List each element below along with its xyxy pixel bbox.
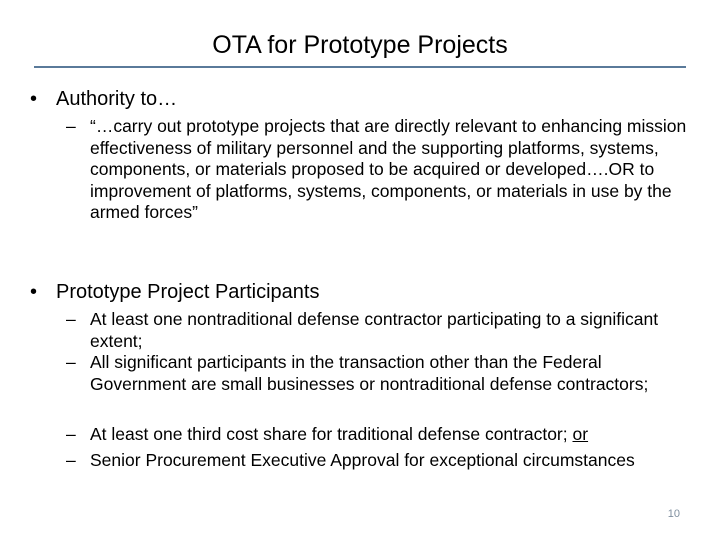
sub-item (66, 116, 696, 224)
dash-marker: – (66, 116, 76, 136)
bullet-marker: • (30, 88, 38, 110)
bullet-label: Prototype Project Participants (56, 281, 320, 303)
sub-item-text: All significant participants in the transaction other than the Federal Government are small businesses or nontraditional defense contractors; (90, 352, 649, 394)
sub-item-text: At least one nontraditional defense contractor participating to a significant extent; (90, 309, 659, 351)
bullet-participants (30, 279, 319, 305)
slide-title: OTA for Prototype Projects (212, 31, 508, 59)
sub-item (66, 424, 696, 446)
title-divider (34, 66, 686, 68)
dash-marker: – (66, 450, 76, 470)
sub-item (66, 352, 696, 395)
page-number: 10 (667, 508, 680, 520)
bullet-authority (30, 86, 177, 112)
sub-item (66, 309, 696, 352)
dash-marker: – (66, 352, 76, 372)
sub-item-text: “…carry out prototype projects that are directly relevant to enhancing mission effectiveness of military personnel and the supporting platforms, systems, components, or materials proposed to be acquired or developed….OR to improvement of platforms, systems, components, or materials in use by the armed forces” (90, 116, 687, 222)
sub-item (66, 450, 696, 472)
sub-item-text (90, 424, 696, 446)
bullet-marker: • (30, 281, 38, 303)
bullet-label: Authority to… (56, 88, 178, 110)
dash-marker: – (66, 309, 76, 329)
underlined-or: or (572, 424, 589, 444)
sub-item-main: At least one third cost share for traditional defense contractor; (90, 424, 568, 444)
sub-item-text: Senior Procurement Executive Approval for exceptional circumstances (90, 450, 635, 470)
dash-marker: – (66, 424, 76, 444)
